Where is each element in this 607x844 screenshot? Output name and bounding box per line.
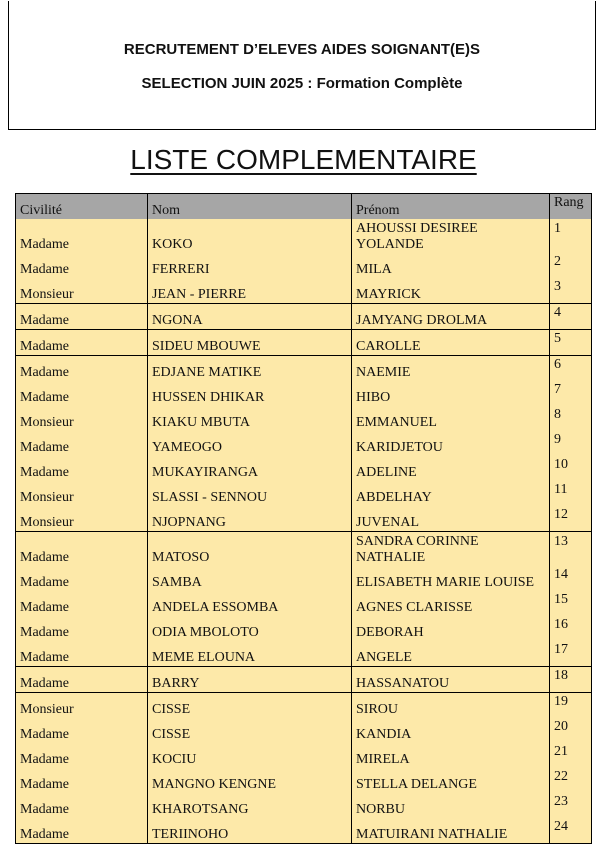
cell-civilite: Madame: [16, 356, 148, 382]
cell-prenom: HIBO: [352, 381, 550, 406]
table-row: [16, 793, 592, 818]
cell-civilite: Madame: [16, 718, 148, 743]
cell-nom: CISSE: [148, 693, 352, 719]
table-row: [16, 667, 592, 693]
cell-prenom: MIRELA: [352, 743, 550, 768]
table-row: [16, 219, 592, 253]
cell-rang: 18: [550, 667, 592, 693]
cell-civilite: Monsieur: [16, 406, 148, 431]
column-header-nom: Nom: [148, 194, 352, 220]
cell-nom: NJOPNANG: [148, 506, 352, 532]
table-row: [16, 616, 592, 641]
cell-prenom: NORBU: [352, 793, 550, 818]
table-row: [16, 566, 592, 591]
cell-civilite: Madame: [16, 304, 148, 330]
header-subtitle: SELECTION JUIN 2025 : Formation Complète: [141, 75, 463, 92]
cell-nom: KIAKU MBUTA: [148, 406, 352, 431]
cell-prenom: HASSANATOU: [352, 667, 550, 693]
table-row: [16, 431, 592, 456]
cell-prenom: NAEMIE: [352, 356, 550, 382]
cell-rang: 15: [550, 591, 592, 616]
cell-rang: 9: [550, 431, 592, 456]
cell-prenom: MILA: [352, 253, 550, 278]
cell-rang: 6: [550, 356, 592, 382]
cell-prenom: STELLA DELANGE: [352, 768, 550, 793]
cell-civilite: Madame: [16, 381, 148, 406]
cell-prenom: JAMYANG DROLMA: [352, 304, 550, 330]
cell-civilite: Madame: [16, 818, 148, 844]
cell-civilite: Madame: [16, 667, 148, 693]
cell-rang: 14: [550, 566, 592, 591]
cell-prenom: ANGELE: [352, 641, 550, 667]
cell-rang: 21: [550, 743, 592, 768]
table-row: [16, 356, 592, 382]
table-row: [16, 768, 592, 793]
cell-civilite: Madame: [16, 743, 148, 768]
cell-rang: 7: [550, 381, 592, 406]
cell-prenom: JUVENAL: [352, 506, 550, 532]
cell-rang: 5: [550, 330, 592, 356]
cell-nom: KOKO: [148, 219, 352, 253]
table-row: [16, 591, 592, 616]
cell-civilite: Monsieur: [16, 278, 148, 304]
cell-nom: TERIINOHO: [148, 818, 352, 844]
cell-prenom: CAROLLE: [352, 330, 550, 356]
cell-civilite: Madame: [16, 219, 148, 253]
cell-nom: SLASSI - SENNOU: [148, 481, 352, 506]
candidate-table: [15, 193, 592, 844]
cell-prenom: AHOUSSI DESIREE YOLANDE: [352, 219, 550, 253]
cell-civilite: Madame: [16, 793, 148, 818]
table-row: [16, 253, 592, 278]
table-row: [16, 304, 592, 330]
table-row: [16, 481, 592, 506]
cell-rang: 22: [550, 768, 592, 793]
table-row: [16, 743, 592, 768]
cell-prenom: DEBORAH: [352, 616, 550, 641]
table-row: [16, 330, 592, 356]
cell-civilite: Madame: [16, 532, 148, 567]
document-header: [8, 1, 596, 130]
cell-nom: MANGNO KENGNE: [148, 768, 352, 793]
cell-civilite: Madame: [16, 330, 148, 356]
cell-nom: SAMBA: [148, 566, 352, 591]
cell-rang: 24: [550, 818, 592, 844]
cell-prenom: KANDIA: [352, 718, 550, 743]
cell-rang: 2: [550, 253, 592, 278]
cell-rang: 1: [550, 219, 592, 253]
cell-prenom: MATUIRANI NATHALIE: [352, 818, 550, 844]
cell-prenom: ELISABETH MARIE LOUISE: [352, 566, 550, 591]
table-row: [16, 506, 592, 532]
cell-prenom: SANDRA CORINNE NATHALIE: [352, 532, 550, 567]
cell-rang: 3: [550, 278, 592, 304]
cell-rang: 13: [550, 532, 592, 567]
cell-prenom: MAYRICK: [352, 278, 550, 304]
cell-rang: 8: [550, 406, 592, 431]
cell-nom: MEME ELOUNA: [148, 641, 352, 667]
cell-prenom: ADELINE: [352, 456, 550, 481]
cell-nom: MATOSO: [148, 532, 352, 567]
cell-civilite: Madame: [16, 768, 148, 793]
table-row: [16, 456, 592, 481]
cell-civilite: Monsieur: [16, 693, 148, 719]
table-row: [16, 532, 592, 567]
table-row: [16, 278, 592, 304]
cell-rang: 4: [550, 304, 592, 330]
table-row: [16, 381, 592, 406]
cell-civilite: Madame: [16, 431, 148, 456]
cell-nom: JEAN - PIERRE: [148, 278, 352, 304]
page-title: LISTE COMPLEMENTAIRE: [130, 144, 477, 175]
cell-rang: 10: [550, 456, 592, 481]
cell-nom: YAMEOGO: [148, 431, 352, 456]
table-row: [16, 641, 592, 667]
column-header-rang: Rang: [550, 194, 592, 220]
column-header-prenom: Prénom: [352, 194, 550, 220]
cell-rang: 11: [550, 481, 592, 506]
cell-nom: CISSE: [148, 718, 352, 743]
cell-civilite: Madame: [16, 456, 148, 481]
cell-prenom: EMMANUEL: [352, 406, 550, 431]
cell-prenom: SIROU: [352, 693, 550, 719]
cell-rang: 17: [550, 641, 592, 667]
cell-rang: 12: [550, 506, 592, 532]
cell-nom: EDJANE MATIKE: [148, 356, 352, 382]
cell-civilite: Madame: [16, 566, 148, 591]
cell-nom: SIDEU MBOUWE: [148, 330, 352, 356]
cell-civilite: Madame: [16, 591, 148, 616]
table-row: [16, 818, 592, 844]
cell-civilite: Madame: [16, 616, 148, 641]
cell-rang: 16: [550, 616, 592, 641]
cell-nom: MUKAYIRANGA: [148, 456, 352, 481]
cell-civilite: Madame: [16, 641, 148, 667]
cell-nom: ANDELA ESSOMBA: [148, 591, 352, 616]
cell-nom: BARRY: [148, 667, 352, 693]
cell-rang: 19: [550, 693, 592, 719]
table-row: [16, 693, 592, 719]
cell-nom: NGONA: [148, 304, 352, 330]
cell-nom: FERRERI: [148, 253, 352, 278]
cell-civilite: Monsieur: [16, 481, 148, 506]
cell-rang: 20: [550, 718, 592, 743]
cell-prenom: KARIDJETOU: [352, 431, 550, 456]
cell-prenom: AGNES CLARISSE: [352, 591, 550, 616]
cell-nom: KOCIU: [148, 743, 352, 768]
table-row: [16, 718, 592, 743]
header-title: RECRUTEMENT D’ELEVES AIDES SOIGNANT(E)S: [123, 41, 481, 58]
cell-nom: KHAROTSANG: [148, 793, 352, 818]
cell-rang: 23: [550, 793, 592, 818]
cell-nom: HUSSEN DHIKAR: [148, 381, 352, 406]
table-row: [16, 406, 592, 431]
column-header-civilite: Civilité: [16, 194, 148, 220]
cell-nom: ODIA MBOLOTO: [148, 616, 352, 641]
cell-civilite: Monsieur: [16, 506, 148, 532]
cell-prenom: ABDELHAY: [352, 481, 550, 506]
table-header-row: [16, 194, 592, 220]
cell-civilite: Madame: [16, 253, 148, 278]
